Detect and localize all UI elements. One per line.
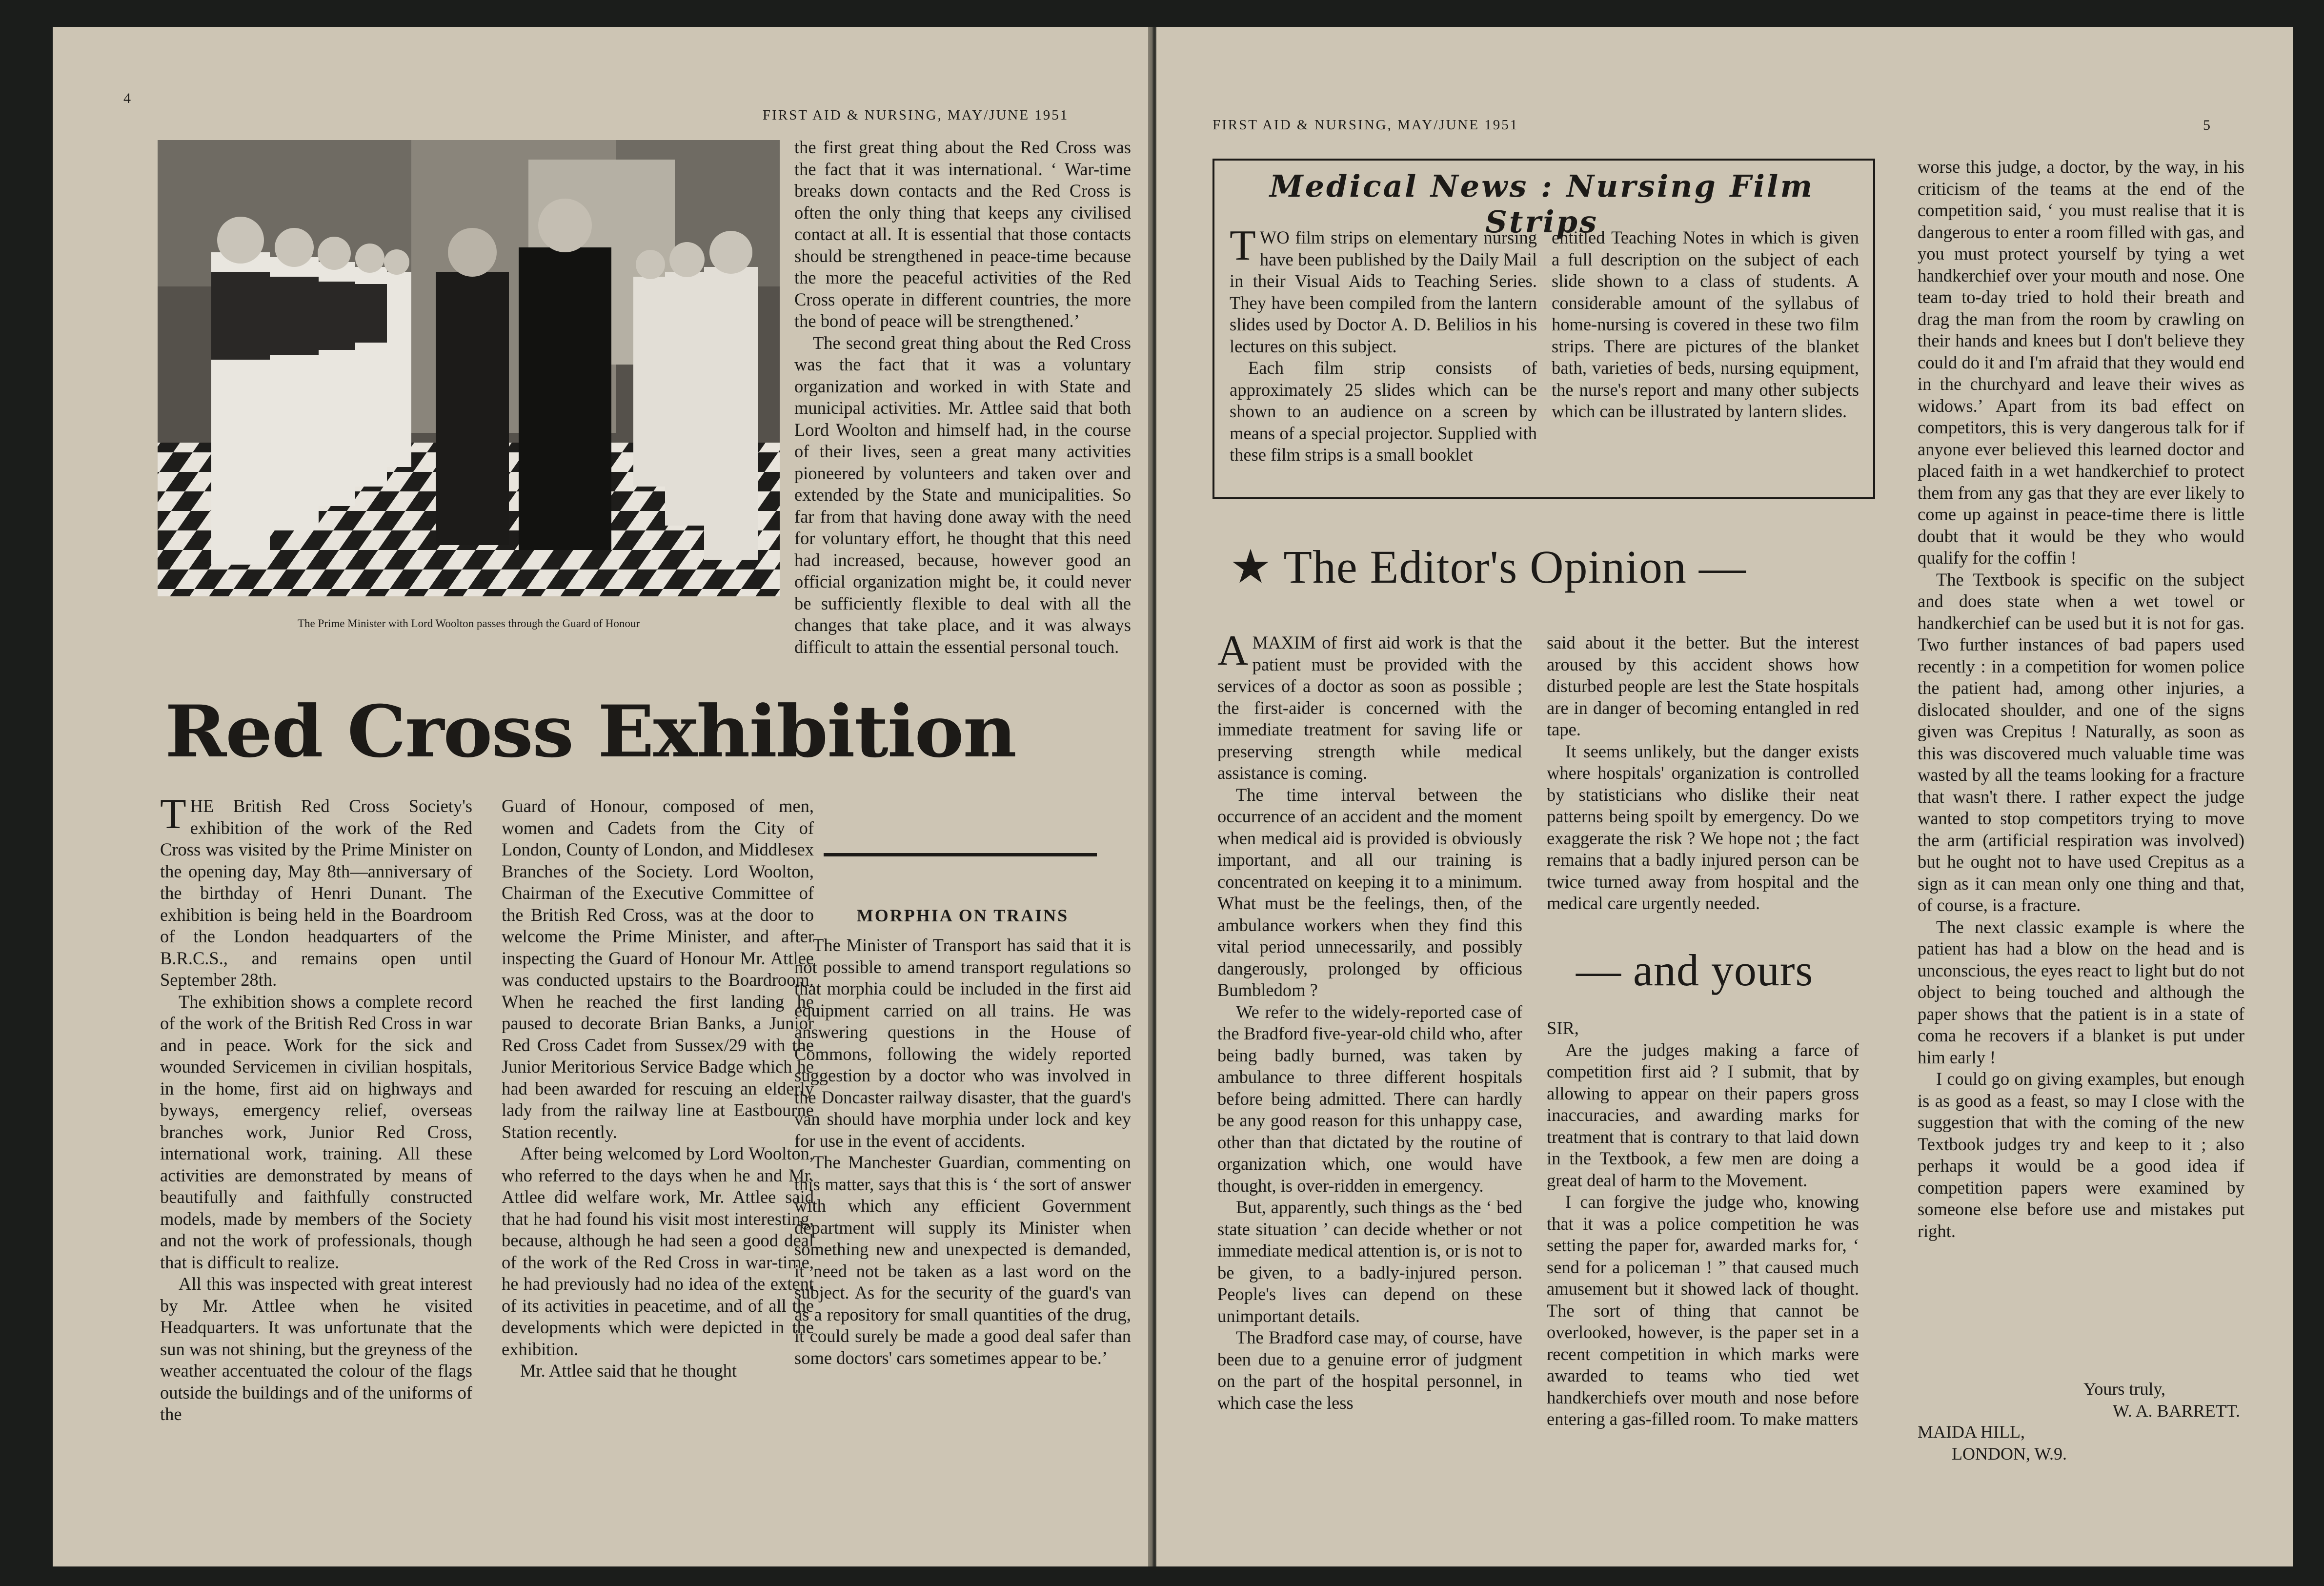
paragraph: said about it the better. But the interest aroused by this accident shows how disturbed people are lest the State hospitals are in danger of becoming entangled in red tape. [1547, 632, 1859, 739]
section-divider [824, 853, 1097, 856]
paragraph: The time interval between the occurrence of an accident and the moment when medical aid is provided is obviously important, and all our training is concentrated on keeping it to a minimum. What must be the feelings, then, of the ambulance workers when they find this vital period unnecessarily, and possibly dangerously, prolonged by officious Bumbledom ? [1217, 784, 1522, 1000]
page-number: 4 [123, 90, 131, 106]
paragraph: AMAXIM of first aid work is that the patient must be provided with the services of a doctor as soon as possible ; the first-aider is concerned with the immediate treatment for saving life or preserving strength while medical assistance is coming. [1217, 627, 1522, 783]
article-column-1 [160, 791, 472, 1425]
signature: W. A. BARRETT. [2113, 1401, 2241, 1421]
editor-column-1 [1217, 627, 1522, 1414]
paragraph: Guard of Honour, composed of men, women and Cadets from the City of London, County of London, and Middlesex Branches of the Society. Lord Woolton, Chairman of the Executive Committee of the British Red Cross, was at the door to welcome the Prime Minister, and after inspecting the Guard of Honour Mr. Attlee was conducted upstairs to the Boardroom. When he reached the first landing he paused to decorate Brian Banks, a Junior Red Cross Cadet from Sussex/29 with the Junior Meritorious Service Badge which he had been awarded for rescuing an elderly lady from the railway line at Eastbourne Station recently. [502, 796, 814, 1142]
paragraph: After being welcomed by Lord Woolton, who referred to the days when he and Mr. Attlee did welfare work, Mr. Attlee said that he had found his visit most interesting, because, although he had seen a good deal of the work of the Red Cross in war-time, he had previously had no idea of the extent of its activities in peacetime, and of all the developments which were depicted in the exhibition. [502, 1143, 814, 1359]
paragraph: The Manchester Guardian, commenting on this matter, says that this is ‘ the sort of answer with which any efficient Government department will supply its Minister when something new and unexpected is demanded, it need not be taken as a last word on the subject. As for the security of the guard's van as a repository for small quantities of the drug, it could surely be made a good deal safer than some doctors' cars sometimes appear to be.’ [794, 1152, 1131, 1368]
paragraph: worse this judge, a doctor, by the way, in his criticism of the teams at the end of the competition said, ‘ you must realise that it is dangerous to enter a room filled with gas, and you must protect yourself by tying a wet handkerchief over your mouth and nose. One team to-day tried to hold their breath and drag the man from the room by crawling on their hands and knees but I don't believe they could do it and I'm afraid that they would end in the churchyard and leave their wives as widows.’ Apart from its bad effect on competitors, this is very dangerous talk for if anyone ever believed this learned doctor and placed faith in a wet handkerchief to protect them from any gas that they are ever likely to come up against in peace-time there is little doubt that it would be they who would qualify for the coffin ! [1918, 157, 2244, 568]
article-column-3 [794, 137, 1131, 658]
paragraph: TWO film strips on elementary nursing have been published by the Daily Mail in their Visual Aids to Teaching Series. They have been compiled from the lantern slides used by Doctor A. D. Belilios in his lectures on this subject. [1230, 222, 1537, 356]
morphia-article [794, 935, 1131, 1369]
paragraph: The next classic example is where the patient has had a blow on the head and is unconscious, the eyes react to light but do not object to being touched and although the paper shows that the patient is in a state of coma he recovers if a blanket is put under him early ! [1918, 916, 2244, 1067]
photo-caption: The Prime Minister with Lord Woolton passes through the Guard of Honour [297, 617, 640, 630]
paragraph: The Textbook is specific on the subject and does state when a wet towel or handkerchief can be used but it is not for gas. Two further instances of bad papers used recently : in a competition for women police the patient had, among other injuries, a dislocated shoulder, and one of the signs given was Crepitus ! Naturally, as soon as this was discovered much valuable time was wasted by all the teams looking for a fracture that wasn't there. I rather expect the judge wanted to stop competitors trying to move the arm (artificial respiration was involved) but he ought not to have used Crepitus as a sign as it can mean only one thing and that, of course, is a fracture. [1918, 569, 2244, 915]
left-page [53, 27, 1148, 1566]
and-yours-headline: — and yours [1576, 945, 1814, 995]
salutation: SIR, [1547, 1018, 1579, 1038]
paragraph: The Minister of Transport has said that it is not possible to amend transport regulations so that morphia could be included in the first aid equipment carried on all trains. He was answering questions in the House of Commons, following the widely reported suggestion by a doctor who was involved in the Doncaster railway disaster, that the guard's van should have morphia under lock and key for use in the event of accidents. [794, 935, 1131, 1151]
article-column-2 [502, 795, 814, 1382]
paragraph: Are the judges making a farce of competition first aid ? I submit, that by allowing to appear on their papers gross inaccuracies, and awarding marks for treatment that is contrary to that laid down in the Textbook, a few men are doing a great deal of harm to the Movement. [1547, 1039, 1859, 1190]
paragraph: The second great thing about the Red Cross was the fact that it was a voluntary organization and worked in with State and municipal activities. Mr. Attlee said that both Lord Woolton and himself had, in the course of their lives, seen a great many activities pioneered by volunteers and taken over and extended by the State and municipalities. So far from that having done away with the need for voluntary effort, he thought that this need had increased, because, however good an official organization might be, it could never be sufficiently flexible to deal with all the changes that take place, and it was always difficult to attain the essential personal touch. [794, 332, 1131, 657]
paragraph: But, apparently, such things as the ‘ bed state situation ’ can decide whether or not immediate medical attention is, or is not to be given, to a badly-injured person. People's lives can depend on these unimportant details. [1217, 1197, 1522, 1326]
closing: Yours truly, [2083, 1379, 2166, 1399]
paragraph: I can forgive the judge who, knowing that it was a police competition he was setting the paper for, awarded marks for, ‘ send for a policeman ! ” that caused much amusement but it showed lack of thought. The sort of thing that cannot be overlooked, however, is the paper set in a recent competition in which marks were awarded to teams who tied wet handkerchiefs over mouth and nose before entering a gas-filled room. To make matters [1547, 1192, 1859, 1429]
guard-of-honour-photo [158, 140, 780, 596]
morphia-headline: MORPHIA ON TRAINS [856, 906, 1069, 925]
editor-opinion-headline: ★ The Editor's Opinion — [1230, 541, 1746, 593]
letter-column-1 [1547, 1017, 1859, 1430]
medical-news-headline: Medical News : Nursing Film Strips [1269, 168, 1815, 240]
address-line-2: LONDON, W.9. [1952, 1444, 2067, 1464]
paragraph: entitled Teaching Notes in which is given a full description on the subject of each slide shown to a class of students. A considerable amount of the syllabus of home-nursing is covered in these two film strips. There are pictures of the blanket bath, varieties of beds, nursing equipment, the nurse's report and many other subjects which can be illustrated by lantern slides. [1552, 227, 1859, 421]
paragraph: The Bradford case may, of course, have been due to a genuine error of judgment on the part of the hospital personnel, in which case the less [1217, 1327, 1522, 1413]
paragraph: We refer to the widely-reported case of the Bradford five-year-old child who, after being badly burned, was taken by ambulance to three different hospitals before being admitted. There can hardly be any good reason for this unhappy case, other than that dictated by the routine of organization which, one would have thought, is over-ridden in emergency. [1217, 1001, 1522, 1196]
letter-column-2 [1918, 156, 2244, 1242]
paragraph: It seems unlikely, but the danger exists where hospitals' organization is controlled by statisticians who dislike their neat patterns being spoilt by emergency. Do we exaggerate the risk ? We hope not ; the fact remains that a badly injured person can be twice turned away from hospital and the medical care urgently needed. [1547, 741, 1859, 913]
paragraph: Mr. Attlee said that he thought [520, 1361, 737, 1381]
medical-news-column-1 [1230, 222, 1537, 466]
running-head: FIRST AID & NURSING, MAY/JUNE 1951 [1213, 117, 1519, 133]
page-number: 5 [2203, 117, 2210, 133]
paragraph: All this was inspected with great interest by Mr. Attlee when he visited Headquarters. It was unfortunate that the sun was not shining, but the greyness of the weather accentuated the colour of the flags outside the buildings and of the uniforms of the [160, 1274, 472, 1424]
paragraph: The exhibition shows a complete record of the work of the British Red Cross in war and in peace. Work for the sick and wounded Servicemen in civilian hospitals, in the home, first aid on highways and byways, emergency relief, overseas branches work, Junior Red Cross, international work, training. All these activities are demonstrated by means of beautifully and faithfully constructed models, made by members of the Society and not the work of professionals, though that is difficult to realize. [160, 991, 472, 1272]
paragraph: Each film strip consists of approximately 25 slides which can be shown to an audience on a screen by means of a special projector. Supplied with these film strips is a small booklet [1230, 358, 1537, 465]
address-line-1: MAIDA HILL, [1918, 1422, 2025, 1442]
article-headline: Red Cross Exhibition [165, 690, 1016, 773]
editor-column-2 [1547, 632, 1859, 915]
paragraph: I could go on giving examples, but enough is as good as a feast, so may I close with the suggestion that with the coming of the new Textbook judges try and keep to it ; also perhaps it would be a good idea if competition papers were examined by someone else before use and mistakes put right. [1918, 1069, 2244, 1241]
paragraph: the first great thing about the Red Cross was the fact that it was international. ‘ War-time breaks down contacts and the Red Cross is often the only thing that keeps any civilised contact at all. It is essential that those contacts should be strengthened in peace-time because the more the peaceful activities of the Red Cross operate in different countries, the more the bond of peace will be strengthened.’ [794, 137, 1131, 331]
paragraph: THE British Red Cross Society's exhibition of the work of the Red Cross was visited by the Prime Minister on the opening day, May 8th—anniversary of the birthday of Henri Dunant. The exhibition is being held in the Boardroom of the London headquarters of the B.R.C.S., and remains open until September 28th. [160, 791, 472, 990]
right-page [1156, 27, 2293, 1566]
running-head: FIRST AID & NURSING, MAY/JUNE 1951 [763, 107, 1069, 123]
medical-news-column-2 [1552, 227, 1859, 423]
